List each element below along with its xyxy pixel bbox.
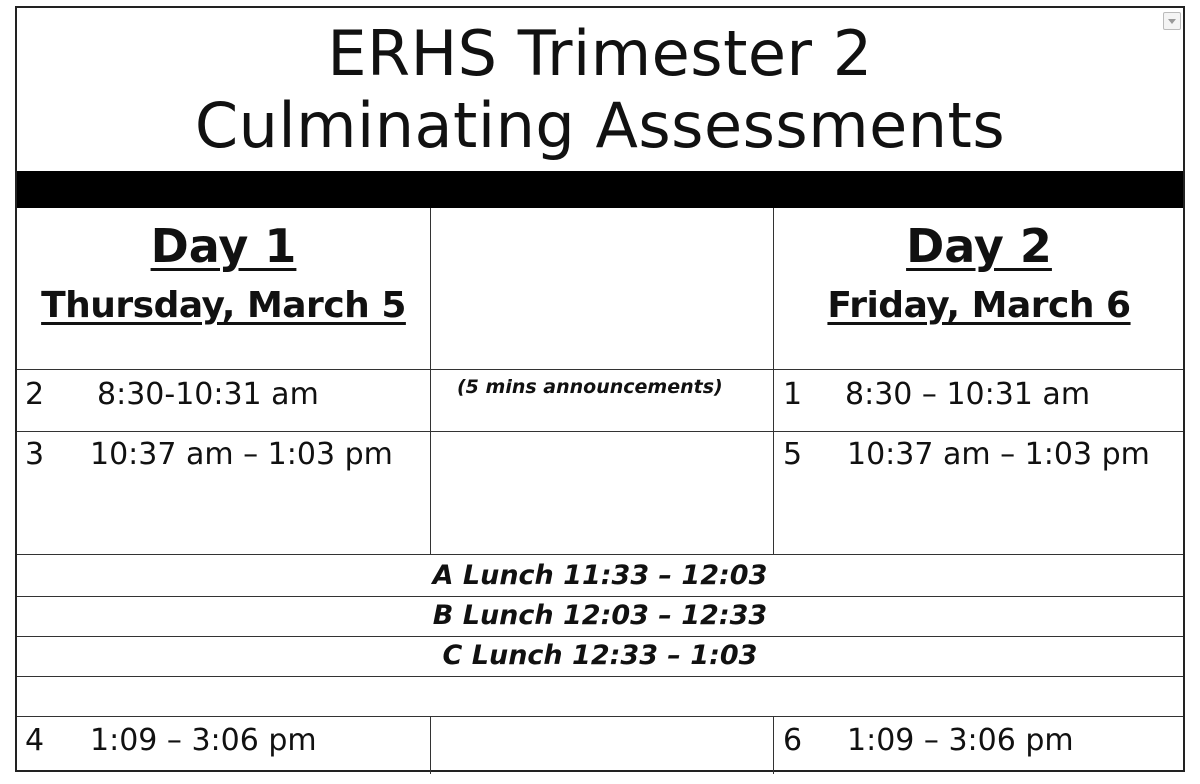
lunch-c: C Lunch 12:33 – 1:03 <box>442 640 758 671</box>
column-divider-left <box>430 208 431 555</box>
day2-row2-time: 10:37 am – 1:03 pm <box>847 437 1150 472</box>
lunch-b: B Lunch 12:03 – 12:33 <box>432 600 768 631</box>
day1-row1-period: 2 <box>25 377 45 412</box>
title-block <box>17 8 1183 171</box>
day2-row1-time: 8:30 – 10:31 am <box>845 377 1091 412</box>
day1-title: Day 1 <box>150 219 297 273</box>
row-divider-6 <box>17 676 1183 677</box>
day1-header <box>17 220 430 328</box>
day2-header <box>773 220 1185 328</box>
row-divider-5 <box>17 636 1183 637</box>
day1-row1-time: 8:30-10:31 am <box>97 377 319 412</box>
day1-row3-time: 1:09 – 3:06 pm <box>90 723 317 758</box>
day2-row2-period: 5 <box>783 437 803 472</box>
day1-row2-time: 10:37 am – 1:03 pm <box>90 437 393 472</box>
row-divider-1 <box>17 369 1183 370</box>
day2-title: Day 2 <box>906 219 1052 273</box>
lunch-a: A Lunch 11:33 – 12:03 <box>432 560 768 591</box>
row-divider-2 <box>17 431 1183 432</box>
day2-row1-period: 1 <box>783 377 803 412</box>
dropdown-arrow-icon[interactable] <box>1163 12 1181 30</box>
announcements-note: (5 mins announcements) <box>457 376 723 398</box>
day1-row2-period: 3 <box>25 437 45 472</box>
day1-date: Thursday, March 5 <box>41 285 406 326</box>
title-line-1: ERHS Trimester 2 <box>327 17 873 90</box>
schedule-table <box>15 6 1185 772</box>
title-line-2: Culminating Assessments <box>194 89 1006 162</box>
day2-row3-time: 1:09 – 3:06 pm <box>847 723 1074 758</box>
divider-bar <box>17 171 1183 208</box>
row-divider-7 <box>17 716 1183 717</box>
day1-row3-period: 4 <box>25 723 45 758</box>
row-divider-4 <box>17 596 1183 597</box>
day2-row3-period: 6 <box>783 723 803 758</box>
row-divider-3 <box>17 554 1183 555</box>
column-divider-left-bottom <box>430 716 431 774</box>
column-divider-right-bottom <box>773 716 774 774</box>
day2-date: Friday, March 6 <box>827 285 1131 326</box>
